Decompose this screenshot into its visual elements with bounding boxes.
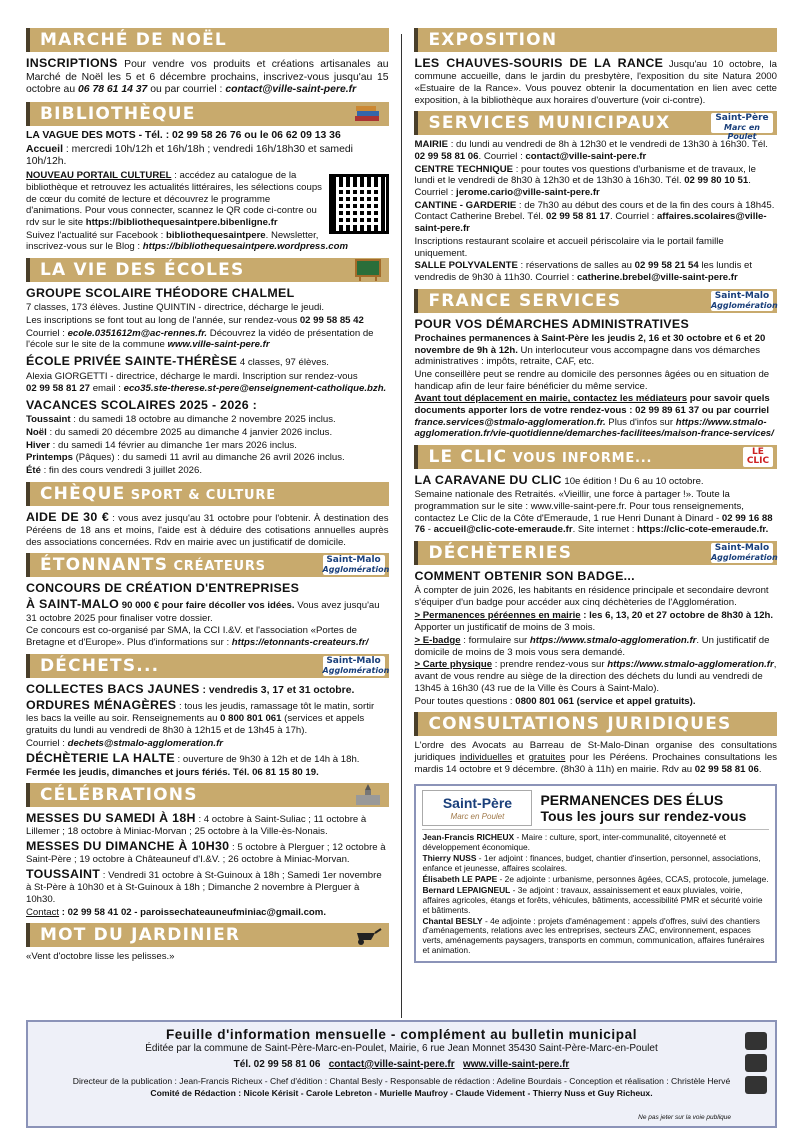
mairie-mail-label: . Courriel : [478, 150, 526, 162]
elus-text: - Maire : culture, sport, inter-communalité, citoyenneté et développement économique. [422, 832, 726, 853]
clic-dash: - [425, 524, 434, 536]
ecole1-title: GROUPE SCOLAIRE THÉODORE CHALMEL [26, 286, 295, 301]
ecole1-url[interactable]: www.ville-saint-pere.fr [167, 339, 270, 351]
decheteries-section [414, 541, 777, 708]
clic-logo [743, 447, 773, 467]
france-banner [414, 289, 777, 313]
france-mail[interactable]: france.services@stmalo-agglomeration.fr. [414, 416, 606, 428]
contact-text: : 02 99 58 41 02 - paroissechateauneufminiac@gmail.com. [59, 906, 326, 918]
badge-line1: Saint-Malo [326, 555, 381, 566]
vac-key: Été [26, 465, 41, 477]
dechets-section [26, 654, 389, 780]
left-column [26, 28, 389, 1018]
elus-item [422, 875, 769, 885]
badge-line2: Agglomération [710, 553, 778, 563]
elus-box [414, 784, 777, 963]
cheque-lead: AIDE DE 30 € [26, 509, 110, 524]
ct-mail-label: . Courriel : [414, 175, 751, 199]
clic-ed: 10e édition ! Du 6 au 10 octobre. [561, 476, 704, 488]
toussaint-text: : Vendredi 31 octobre à St-Guinoux à 18h ; Samedi 1er novembre à St-Père à 10h30 et à St-Guinoux à 18h ; Dimanche 2 novembre à Plerguer à 10h30. [26, 870, 382, 905]
marche-mid: ou par courriel : [147, 84, 226, 96]
ecole2-line1: Alexia GIORGETTI - directrice, décharge le mardi. Inscription sur rendez-vous [26, 370, 358, 382]
marche-phone: 06 78 61 14 37 [78, 84, 148, 96]
celebrations-title: CÉLÉBRATIONS [40, 785, 198, 806]
marche-section [26, 28, 389, 98]
decheteries-p1b: Apporter un justificatif de moins de 3 mois. [414, 622, 596, 634]
marche-title: MARCHÉ DE NOËL [40, 30, 227, 50]
clic-phone: 02 99 16 88 76 [414, 512, 773, 536]
clic-section [414, 445, 777, 537]
saint-pere-logo [422, 790, 532, 826]
biblio-portal: : accédez au catalogue de la bibliothèque et retrouvez les actualités littéraires, les sélections coups de cœur du comité de lecture et découvrez le programme d'animations. Pour vous connecter, scannez le QR code ci-contre ou rdv sur le site [26, 170, 322, 228]
france-avant2: pour savoir quels documents apporter lors de votre rendez-vous : 02 99 89 61 37 ou par courriel [414, 393, 770, 417]
qr-code-icon[interactable] [329, 174, 389, 234]
right-column [414, 28, 777, 1018]
decheteries-q: Pour toutes questions : [414, 695, 516, 707]
elus-text: - 1er adjoint : finances, budget, chantier d'insertion, personnel, associations, enfance et jeunesse, affaires scolaires. [422, 853, 761, 874]
clic-text: Semaine nationale des Retraités. «Vieillir, une force à partager !». Toute la programmation sur le site : www.ville-saint-pere.fr. Pour tous renseignements, contactez Le Clic de la Côte d'Emeraude, 1 rue Henri Dunant à Dinard - [414, 489, 744, 524]
france-avant: Avant tout déplacement en mairie, contactez les médiateurs [414, 393, 688, 405]
salle-text2: les lundis et vendredis de 9h30 à 11h30. Courriel : [414, 260, 753, 283]
vac-item [26, 465, 389, 477]
inscriptions-text: Inscriptions restaurant scolaire et accueil périscolaire via le portail famille uniquement. [414, 235, 724, 259]
biblio-fb[interactable]: bibliothequesaintpere [165, 229, 266, 241]
marche-banner [26, 28, 389, 52]
etonnants-banner [26, 553, 389, 577]
footer-web[interactable]: www.ville-saint-pere.fr [463, 1058, 570, 1070]
dechets-courriel-label: Courriel : [26, 737, 68, 749]
decheteries-p3-url[interactable]: https://www.stmalo-agglomeration.fr [607, 659, 774, 671]
logo-line1: Saint-Père [442, 794, 513, 811]
badge-line2: Marc en Poulet [724, 123, 760, 142]
france-title: FRANCE SERVICES [428, 290, 622, 311]
salle-label: SALLE POLYVALENTE [414, 260, 518, 272]
biblio-portal-url[interactable]: https://bibliothequesaintpere.bibenligne.fr [85, 216, 278, 228]
france-perm2: Un interlocuteur vous accompagne dans vos démarches administratives : impôts, retraite, CAF, etc. [414, 344, 760, 368]
biblio-blog[interactable]: https://bibliothequesaintpere.wordpress.com [142, 241, 348, 253]
juridiques-et: et [512, 751, 529, 763]
juridiques-section [414, 712, 777, 776]
vac-title: VACANCES SCOLAIRES 2025 - 2026 : [26, 398, 258, 413]
juridiques-phone: 02 99 58 81 06 [694, 763, 759, 775]
celebrations-section [26, 783, 389, 919]
elus-item [422, 886, 769, 916]
stmalo-agglo-logo [710, 290, 778, 311]
marche-email: contact@ville-saint-pere.fr [225, 84, 357, 96]
cheque-title: CHÈQUE [40, 483, 126, 504]
badge-line1: Saint-Père [715, 113, 769, 124]
badge-line1: Saint-Malo [714, 543, 770, 554]
vac-list [26, 414, 389, 477]
jardinier-section [26, 923, 389, 964]
expo-section [414, 28, 777, 107]
footer-publisher: Éditée par la commune de Saint-Père-Marc-en-Poulet, Mairie, 6 rue Jean Monnet 35430 Saint-Père-Marc-en-Poulet [145, 1043, 658, 1055]
footer-title: Feuille d'information mensuelle - complément au bulletin municipal [165, 1027, 638, 1042]
mairie-mail[interactable]: contact@ville-saint-pere.fr [525, 150, 647, 162]
toussaint-title: TOUSSAINT [26, 867, 101, 882]
wheelbarrow-icon [353, 923, 383, 947]
cantine-mail-label: . Courriel : [610, 211, 657, 223]
clic-mail[interactable]: accueil@clic-cote-emeraude.fr [433, 524, 573, 536]
dechets-title: DÉCHETS... [40, 655, 160, 676]
vac-value: : du samedi 14 février au dimanche 1er mars 2026 inclus. [50, 439, 297, 451]
ct-label: CENTRE TECHNIQUE [414, 163, 514, 175]
contact-label: Contact [26, 906, 60, 918]
collectes-text: : vendredis 3, 17 et 31 octobre. [199, 684, 355, 696]
messes-dimanche-text: : 5 octobre à Plerguer ; 12 octobre à Saint-Père ; 19 octobre à Châteauneuf d'I.&V. ; 26 octobre à Miniac-Morvan. [26, 842, 386, 866]
dechets-courriel[interactable]: dechets@stmalo-agglomeration.fr [67, 737, 224, 749]
footer-tel: Tél. 02 99 58 81 06 [233, 1058, 321, 1070]
clic-site[interactable]: https://clic-cote-emeraude.fr. [637, 524, 769, 536]
cantine-label: CANTINE - GARDERIE [414, 199, 517, 211]
ct-phone: 02 99 80 10 51 [684, 175, 749, 187]
elus-name: Thierry NUSS [422, 853, 477, 864]
ecole1-line2: Les inscriptions se font tout au long de l'année, sur rendez-vous [26, 314, 300, 326]
badge-line2: Agglomération [710, 300, 778, 310]
column-divider [401, 34, 403, 1018]
salle-mail[interactable]: catherine.brebel@ville-saint-pere.fr [576, 271, 738, 283]
ecoles-section [26, 258, 389, 478]
badge-line1: Saint-Malo [714, 290, 770, 301]
footer-contacts [36, 1059, 767, 1071]
etonnants-text1: Vous avez jusqu'au 31 octobre 2025 pour finaliser votre dossier. [26, 600, 380, 624]
ct-text: : pour toutes vos questions d'urbanisme et de travaux, le lundi et le vendredi de 8h30 à 12h30 et de 13h30 à 16h30. Tél. [414, 163, 756, 187]
etonnants-head1: CONCOURS DE CRÉATION D'ENTREPRISES [26, 581, 300, 596]
ecole1-phone: 02 99 58 85 42 [299, 314, 364, 326]
cheque-banner [26, 482, 389, 506]
decheteries-p2-url[interactable]: https://www.stmalo-agglomeration.fr [529, 635, 697, 646]
footer-mail[interactable]: contact@ville-saint-pere.fr [328, 1058, 455, 1070]
juridiques-banner [414, 712, 777, 736]
ordures-phone: 0 800 801 061 [220, 713, 282, 725]
juridiques-ind: individuelles [459, 751, 513, 763]
salle-text: : réservations de salles au [517, 260, 635, 272]
etonnants-text2: Ce concours est co-organisé par SMA, la CCI I.&V. et l'association «Portes de Bretagne et d'Europe». Plus d'informations sur : [26, 625, 358, 648]
vac-item [26, 427, 389, 439]
vac-item [26, 452, 389, 464]
celebrations-banner [26, 783, 389, 807]
biblio-section [26, 102, 389, 254]
vac-value: : du samedi 18 octobre au dimanche 2 novembre 2025 inclus. [70, 414, 336, 426]
footer-committee: Comité de Rédaction : Nicole Kérisit - Carole Lebreton - Murielle Maufroy - Claude Videment - Thierry Nuss et Guy Richeux. [150, 1088, 653, 1099]
logo-line2: Marc en Poulet [450, 811, 505, 821]
elus-item [422, 854, 769, 874]
ecoles-title: LA VIE DES ÉCOLES [40, 260, 245, 281]
elus-title1: PERMANENCES DES ÉLUS [540, 792, 724, 809]
etonnants-title-small: CRÉATEURS [168, 559, 266, 575]
clic-banner [414, 445, 777, 469]
elus-name: Jean-Francis RICHEUX [422, 832, 515, 843]
mairie-text: : du lundi au vendredi de 8h à 12h30 et le vendredi de 13h30 à 16h30. Tél. [448, 139, 768, 151]
cantine-text: : de 7h30 au début des cours et de la fin des cours à 18h45. Contact Catherine Brebel. Tél. [414, 199, 775, 223]
vac-item [26, 440, 389, 452]
biblio-news-text: . Newsletter, inscrivez-vous sur le Blog : [26, 229, 319, 253]
france-section [414, 289, 777, 441]
saint-pere-logo [711, 113, 773, 142]
ecole1-line3a: Courriel : [26, 327, 68, 339]
messes-samedi-text: : 4 octobre à Saint-Suliac ; 11 octobre à Lillemer ; 18 octobre à Miniac-Morvan ; 25 octobre à la Ville-ès-Nonais. [26, 814, 367, 838]
mairie-label: MAIRIE [414, 139, 449, 151]
ecole1-line3b: Découvrez la vidéo de présentation de l'école sur le site de la commune [26, 327, 374, 351]
recycle-bins-icon [743, 1032, 769, 1118]
ecole2-email[interactable]: eco35.ste-therese.st-pere@enseignement-catholique.bzh. [123, 383, 387, 395]
jardinier-banner [26, 923, 389, 947]
vac-key: Noël [26, 426, 47, 438]
france-perm: Prochaines permanences à Saint-Père les jeudis 2, 16 et 30 octobre et 6 et 20 novembre de 9h à 12h. [414, 332, 766, 356]
services-title: SERVICES MUNICIPAUX [428, 113, 671, 134]
ecoles-banner [26, 258, 389, 282]
elus-head [422, 790, 769, 830]
footer-credits: Directeur de la publication : Jean-Francis Richeux - Chef d'édition : Chantal Besly - Responsable de rédaction : Adeline Bourdais - Conception et réalisation : Christèle Hervé [72, 1075, 731, 1086]
cheque-text: : vous avez jusqu'au 31 octobre pour l'obtenir. À destination des Péréens de 18 ans et moins, l'aide est à déduire des cotisations annuelles auprès des associations concernées. Rdv en mairie avec un justificatif de domicile. [26, 512, 389, 548]
collectes-title: COLLECTES BACS JAUNES [26, 681, 200, 696]
etonnants-section [26, 553, 389, 649]
juridiques-grat: gratuites [528, 751, 566, 763]
france-url[interactable]: https://www.stmalo-agglomeration.fr/vie-quotidienne/demarches-facilitees/maison-france-services/ [414, 416, 774, 440]
expo-lead: LES CHAUVES-SOURIS DE LA RANCE [414, 56, 664, 70]
vac-value: : du samedi 20 décembre 2025 au dimanche 4 janvier 2026 inclus. [46, 426, 333, 438]
elus-title2: Tous les jours sur rendez-vous [540, 808, 747, 825]
dechetterie-text: : ouverture de 9h30 à 12h et de 14h à 18h. [174, 753, 360, 765]
ecole1-line1: 7 classes, 173 élèves. Justine QUINTIN - directrice, décharge le jeudi. [26, 302, 325, 314]
jardinier-quote: «Vent d'octobre lisse les pelisses.» [26, 951, 175, 963]
biblio-portal-label: NOUVEAU PORTAIL CULTUREL [26, 170, 172, 182]
footer [26, 1020, 777, 1128]
chalkboard-icon [353, 258, 383, 282]
columns [26, 28, 777, 1018]
messes-dimanche-title: MESSES DU DIMANCHE À 10H30 [26, 839, 230, 854]
decheteries-p3-label: > Carte physique [414, 659, 493, 671]
decheteries-p2: : formulaire sur [460, 635, 530, 646]
vac-key: Toussaint [26, 414, 71, 426]
dechets-banner [26, 654, 389, 678]
clic-title-small: VOUS INFORME... [507, 451, 653, 467]
clic-title: LE CLIC [428, 447, 508, 468]
decheteries-intro: À compter de juin 2026, les habitants en résidence principale et secondaire devront s'équiper d'un badge pour accéder aux cinq déchèteries de l'Agglomération. [414, 585, 769, 608]
decheteries-banner [414, 541, 777, 565]
ordures-text: : tous les jeudis, ramassage tôt le matin, sortir les bacs la veille au soir. Renseignements au [26, 701, 375, 725]
salle-phone: 02 99 58 21 54 [634, 260, 699, 272]
decheteries-p2-label: > E-badge [414, 635, 461, 646]
mairie-phone: 02 99 58 81 06 [414, 150, 479, 162]
vac-value: : fin des cours vendredi 3 juillet 2026. [40, 465, 202, 477]
ct-mail[interactable]: jerome.cario@ville-saint-pere.fr [456, 187, 600, 199]
ecole2-title: ÉCOLE PRIVÉE SAINTE-THÉRÈSE [26, 353, 238, 368]
badge-line2: Agglomération [322, 565, 390, 575]
church-icon [353, 783, 383, 807]
ordures-title: ORDURES MÉNAGÈRES [26, 698, 177, 713]
biblio-hours: : mercredi 10h/12h et 16h/18h ; vendredi 16h/18h30 et samedi 10h/12h. [26, 143, 353, 168]
france-infos: Plus d'infos sur [605, 416, 676, 428]
vac-value: (Pâques) : du samedi 11 avril au dimanche 26 avril 2026 inclus. [72, 452, 345, 464]
footer-note: Ne pas jeter sur la voie publique [638, 1114, 731, 1122]
juridiques-text: L'ordre des Avocats au Barreau de St-Malo-Dinan organise des consultations juridiques [414, 740, 777, 763]
cantine-mail[interactable]: affaires.scolaires@ville-saint-pere.fr [414, 211, 767, 235]
juridiques-text2: pour les Péréens. Prochaines consultations les mardis 14 octobre et 9 décembre. (8h30 à 11h) en mairie. Rdv au [414, 751, 777, 775]
dechetterie-closed: Fermée les jeudis, dimanches et jours fériés. Tél. 06 81 15 80 19. [26, 766, 319, 778]
decheteries-p1-label: > Permanences péréennes en mairie [414, 609, 581, 621]
france-head: POUR VOS DÉMARCHES ADMINISTRATIVES [414, 316, 690, 331]
ecole2-phone: 02 99 58 81 27 [26, 383, 91, 395]
expo-banner [414, 28, 777, 52]
juridiques-title: CONSULTATIONS JURIDIQUES [428, 714, 732, 735]
decheteries-p3b: , avant de vous rendre au siège de la direction des déchets du lundi au vendredi de 13h45 à 16h30 (43 rue de la Ville ès Cours à Saint-Malo). [414, 659, 777, 694]
cantine-phone: 02 99 58 81 17 [546, 211, 611, 223]
stmalo-agglo-logo [710, 543, 778, 563]
ecole2-email-label: email : [90, 383, 124, 395]
biblio-head: LA VAGUE DES MOTS - Tél. : 02 99 58 26 76 ou le 06 62 09 13 36 [26, 130, 341, 142]
vac-item [26, 414, 389, 426]
vac-key: Hiver [26, 439, 50, 451]
expo-text: Jusqu'au 10 octobre, la commune accueille, dans le jardin du presbytère, l'exposition du site Natura 2000 «Estuaire de la Rance». Vous pouvez obtenir la documentation en lien avec cette exposition, à la bibliothèque aux horaires d'ouverture (voir ci-contre). [414, 59, 777, 106]
books-icon [353, 102, 383, 126]
jardinier-title: MOT DU JARDINIER [40, 925, 241, 946]
ecole2-count: 4 classes, 97 élèves. [237, 356, 329, 368]
biblio-title: BIBLIOTHÈQUE [40, 104, 196, 125]
badge-line1: Saint-Malo [326, 655, 381, 666]
stmalo-agglo-logo [322, 555, 390, 575]
elus-title [540, 792, 746, 824]
cheque-section [26, 482, 389, 550]
clic-site-label: . Site internet : [572, 524, 638, 536]
decheteries-q-phone: 0800 801 061 (service et appel gratuits). [515, 695, 696, 707]
elus-list [422, 833, 769, 956]
elus-name: Bernard LEPAIGNEUL [422, 884, 511, 895]
etonnants-title: ÉTONNANTS [40, 555, 169, 576]
elus-text: - 3e adjoint : travaux, assainissement et eaux pluviales, voirie, affaires agricoles, étangs et forêts, véhicules, bâtiments, accessibilité PMR et sécurité voirie et bâtiments. [422, 884, 763, 915]
france-cons: Une conseillère peut se rendre au domicile des personnes âgées ou en situation de handicap afin de leur faire bénéficier du même service. [414, 368, 770, 392]
etonnants-url[interactable]: https://etonnants-createurs.fr/ [231, 636, 369, 648]
elus-item [422, 833, 769, 853]
biblio-hours-label: Accueil [26, 143, 63, 155]
cheque-title-small: SPORT & CULTURE [125, 487, 276, 503]
elus-item [422, 917, 769, 957]
elus-name: Élisabeth LE PAPE [422, 873, 498, 884]
decheteries-p2b: . Un justificatif de domicile de moins de 3 mois vous sera demandé. [414, 635, 770, 658]
decheteries-head: COMMENT OBTENIR SON BADGE... [414, 569, 635, 584]
stmalo-agglo-logo [322, 655, 390, 676]
etonnants-head2b: 90 000 € pour faire décoller vos idées. [119, 600, 295, 612]
marche-text: Pour vendre vos produits et créations artisanales au Marché de Noël les 5 et 6 décembre prochains, inscrivez-vous jusqu'au 15 octobre au [26, 59, 389, 96]
dechetterie-title: DÉCHÈTERIE LA HALTE [26, 750, 175, 765]
etonnants-head2: À SAINT-MALO [26, 597, 120, 612]
clic-head: LA CARAVANE DU CLIC [414, 473, 562, 488]
vac-key: Printemps [26, 452, 73, 464]
ordures-text2: (services et appels gratuits du lundi au vendredi de 8h30 à 12h15 et de 13h45 à 17h). [26, 713, 365, 737]
ecole1-email[interactable]: ecole.0351612m@ac-rennes.fr. [67, 327, 208, 339]
services-banner [414, 111, 777, 142]
elus-text: - 4e adjointe : projets d'aménagement : appels d'offres, suivi des chantiers d'aménagements, relations avec les entreprises, secteurs ZAC, environnement, espaces verts, aménagements paysagers, transports en commun, communication, affaires funéraires et animation. [422, 915, 765, 956]
decheteries-p1: : les 6, 13, 20 et 27 octobre de 8h30 à 12h. [580, 609, 774, 621]
clic-logo-text: LE CLIC [746, 447, 770, 467]
decheteries-p3: : prendre rendez-vous sur [492, 659, 608, 671]
biblio-banner [26, 102, 389, 126]
elus-text: - 2e adjointe : urbanisme, personnes âgées, CCAS, protocole, jumelage. [497, 873, 769, 884]
biblio-fb-text: Suivez l'actualité sur Facebook : [26, 229, 166, 241]
juridiques-end: . [758, 763, 762, 775]
decheteries-title: DÉCHÈTERIES [428, 543, 573, 564]
expo-title: EXPOSITION [428, 30, 558, 50]
messes-samedi-title: MESSES DU SAMEDI À 18H [26, 811, 196, 826]
marche-lead: INSCRIPTIONS [26, 56, 118, 70]
elus-name: Chantal BESLY [422, 915, 483, 926]
badge-line2: Agglomération [322, 665, 390, 675]
services-section [414, 111, 777, 284]
